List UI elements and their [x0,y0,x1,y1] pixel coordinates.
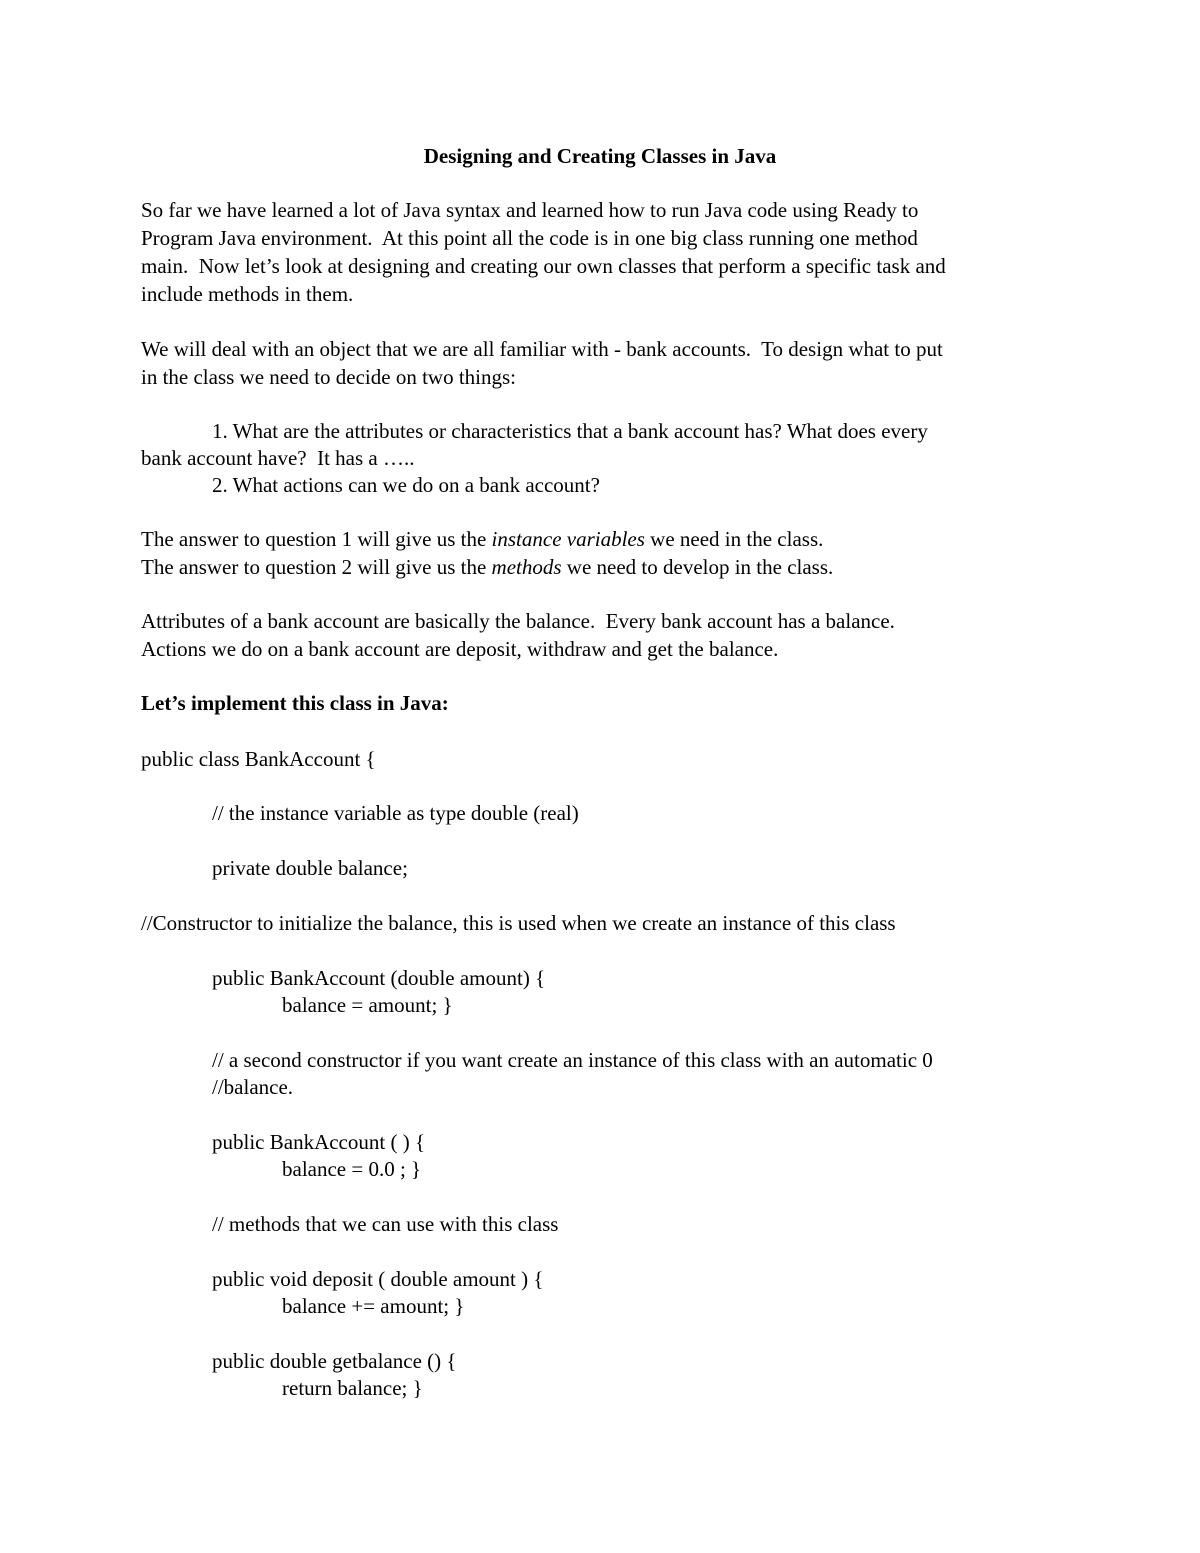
code-constructor-2-signature: public BankAccount ( ) { [212,1130,426,1154]
intro-line-4: include methods in them. [141,282,354,306]
answer-1-post: we need in the class. [644,527,824,551]
answer-1-pre: The answer to question 1 will give us the [141,527,492,551]
code-deposit-signature: public void deposit ( double amount ) { [212,1267,544,1291]
code-getbalance-body: return balance; } [282,1376,423,1400]
code-comment-constructor-2-line-1: // a second constructor if you want create an instance of this class with an automatic 0 [212,1048,933,1072]
document-title: Designing and Creating Classes in Java [423,144,777,168]
code-comment-instance: // the instance variable as type double (real) [212,801,579,825]
code-constructor-2-body: balance = 0.0 ; } [282,1157,422,1181]
code-comment-constructor: //Constructor to initialize the balance, this is used when we create an instance of this class [141,911,896,935]
intro-line-2: Program Java environment. At this point all the code is in one big class running one method [141,226,918,250]
question-1-line-1: 1. What are the attributes or characteristics that a bank account has? What does every [212,419,928,443]
code-constructor-1-signature: public BankAccount (double amount) { [212,966,546,990]
para2-line-2: in the class we need to decide on two things: [141,365,516,389]
code-constructor-1-body: balance = amount; } [282,993,453,1017]
code-getbalance-signature: public double getbalance () { [212,1349,457,1373]
answer-2-emphasis: methods [491,555,562,579]
code-comment-methods: // methods that we can use with this class [212,1212,559,1236]
code-class-declaration: public class BankAccount { [141,747,376,771]
section-heading: Let’s implement this class in Java: [141,691,449,715]
code-field-declaration: private double balance; [212,856,408,880]
intro-line-3: main. Now let’s look at designing and creating our own classes that perform a specific task and [141,254,946,278]
intro-line-1: So far we have learned a lot of Java syntax and learned how to run Java code using Ready to [141,198,919,222]
code-deposit-body: balance += amount; } [282,1294,465,1318]
code-comment-constructor-2-line-2: //balance. [212,1075,294,1099]
answer-1-emphasis: instance variables [491,527,645,551]
answer-2-post: we need to develop in the class. [561,555,834,579]
attributes-line-2: Actions we do on a bank account are deposit, withdraw and get the balance. [141,637,779,661]
attributes-line-1: Attributes of a bank account are basically the balance. Every bank account has a balance. [141,609,895,633]
answer-1 [141,529,823,550]
question-1-line-2: bank account have? It has a ….. [141,446,415,470]
question-2: 2. What actions can we do on a bank account? [212,473,600,497]
answer-2 [141,557,833,578]
answer-2-pre: The answer to question 2 will give us the [141,555,492,579]
para2-line-1: We will deal with an object that we are all familiar with - bank accounts. To design what to put [141,337,943,361]
